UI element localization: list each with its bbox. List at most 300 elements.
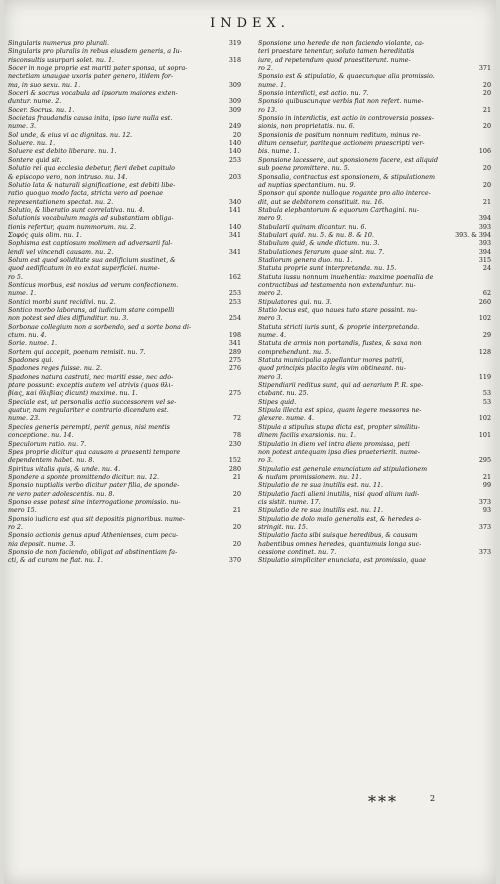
entry-text: iure, ad repetendum quod praestiterunt. nume- bbox=[258, 56, 411, 64]
index-entry bbox=[8, 340, 241, 348]
page-reference: 140 bbox=[228, 223, 241, 231]
entry-text: mero 2. bbox=[258, 290, 283, 298]
index-entry bbox=[8, 357, 241, 365]
entry-text: Sontere quid sit. bbox=[8, 156, 62, 164]
entry-text: lendi vel vincendi causam. nu. 2. bbox=[8, 248, 114, 256]
entry-line bbox=[258, 115, 491, 123]
entry-line bbox=[8, 466, 241, 474]
entry-text: Sponsor qui sponte nulloque rogante pro alio interce- bbox=[258, 190, 431, 198]
entry-text: Sorie. nume. 1. bbox=[8, 340, 58, 348]
entry-text: Statuta de armis non portandis, fustes, & saxa non bbox=[258, 340, 422, 348]
index-entry bbox=[8, 48, 241, 65]
page-reference: 29 bbox=[482, 332, 491, 340]
page-reference: 102 bbox=[478, 415, 491, 423]
page-reference: 280 bbox=[228, 465, 241, 473]
page-reference: 20 bbox=[482, 90, 491, 98]
page-reference: 21 bbox=[482, 473, 491, 481]
entry-text: contractibus ad testamenta non extenduntur. nu- bbox=[258, 281, 416, 289]
entry-line bbox=[8, 90, 241, 98]
entry-line bbox=[258, 274, 491, 282]
entry-line bbox=[258, 232, 491, 240]
entry-text: Spadones natura castrati, nec mariti esse, nec ado- bbox=[8, 373, 174, 381]
entry-line bbox=[8, 399, 241, 407]
entry-text: Soluere est debito liberare. nu. 1. bbox=[8, 148, 117, 156]
entry-text: Socer in noge proprie est mariti pater sponsa, ut sopra- bbox=[8, 65, 188, 73]
entry-text: ro 5. bbox=[8, 273, 23, 281]
index-entry bbox=[8, 182, 241, 207]
entry-line bbox=[258, 107, 491, 115]
index-entry bbox=[258, 90, 491, 98]
index-entry bbox=[258, 324, 491, 341]
entry-text: nume. 4. bbox=[258, 332, 287, 340]
entry-line bbox=[258, 324, 491, 332]
entry-text: Sponsio est & stipulatio, & quaecunque alia promissio. bbox=[258, 73, 435, 81]
index-entry bbox=[258, 491, 491, 508]
entry-line bbox=[8, 282, 241, 290]
page-reference: 253 bbox=[228, 298, 241, 306]
entry-text: Stadiorum genera duo. nu. 1. bbox=[258, 256, 353, 264]
entry-text: mero 15. bbox=[8, 507, 37, 515]
index-entry bbox=[258, 98, 491, 115]
entry-line bbox=[258, 249, 491, 257]
entry-line bbox=[8, 115, 241, 123]
index-entry bbox=[8, 107, 241, 115]
entry-text: Socer. Socrus. nu. 1. bbox=[8, 106, 75, 114]
entry-line bbox=[8, 215, 241, 223]
entry-line bbox=[258, 374, 491, 382]
entry-text: ro 13. bbox=[258, 106, 277, 114]
page-reference: 106 bbox=[478, 148, 491, 156]
entry-text: re vero pater adolescentis. nu. 8. bbox=[8, 490, 115, 498]
index-entry bbox=[258, 441, 491, 466]
entry-text: Stabularii quinam dicantur. nu. 6. bbox=[258, 223, 367, 231]
entry-text: Sortem qui accepit, poenam remisit. nu. 7. bbox=[8, 348, 146, 356]
index-entry bbox=[8, 157, 241, 165]
entry-text: nume. 1. bbox=[8, 290, 37, 298]
entry-line bbox=[258, 140, 491, 148]
entry-line bbox=[8, 457, 241, 465]
entry-line bbox=[8, 107, 241, 115]
index-page bbox=[4, 0, 496, 884]
index-entry bbox=[258, 174, 491, 191]
entry-text: Sponsione lacessere, aut sponsionem facere, est aliquid bbox=[258, 156, 439, 164]
entry-line bbox=[258, 299, 491, 307]
entry-text: Stabulari quid. nu. 5. & nu. 8. & 10. bbox=[258, 231, 374, 239]
entry-line bbox=[8, 98, 241, 106]
page-reference: 53 bbox=[482, 390, 491, 398]
index-entry bbox=[258, 307, 491, 324]
entry-line bbox=[8, 516, 241, 524]
page-reference: 53 bbox=[482, 398, 491, 406]
entry-text: Σοφός quis olim. nu. 1. bbox=[8, 231, 82, 239]
entry-line bbox=[8, 140, 241, 148]
entry-line bbox=[258, 48, 491, 56]
page-reference: 275 bbox=[228, 390, 241, 398]
entry-line bbox=[258, 65, 491, 73]
entry-line bbox=[8, 491, 241, 499]
entry-line bbox=[258, 90, 491, 98]
page-reference: 62 bbox=[482, 290, 491, 298]
page-reference: 72 bbox=[232, 415, 241, 423]
entry-line bbox=[8, 332, 241, 340]
page-reference: 119 bbox=[478, 373, 491, 381]
entry-line bbox=[258, 415, 491, 423]
entry-text: Sponsione uno herede de non faciendo violante, ca- bbox=[258, 40, 425, 47]
entry-text: Stabula elephantorum & equorum Carthagini. nu- bbox=[258, 206, 419, 214]
index-entry bbox=[258, 132, 491, 157]
page-reference: 309 bbox=[228, 98, 241, 106]
entry-text: conceptione. nu. 14. bbox=[8, 432, 74, 440]
entry-line bbox=[8, 324, 241, 332]
page-reference: 295 bbox=[478, 457, 491, 465]
index-entry bbox=[8, 140, 241, 148]
index-entry bbox=[8, 482, 241, 499]
page-reference: 275 bbox=[228, 357, 241, 365]
index-entry bbox=[258, 382, 491, 399]
index-entry bbox=[258, 40, 491, 73]
entry-line bbox=[8, 182, 241, 190]
index-entry bbox=[258, 249, 491, 257]
entry-text: cti, & ad curam ne fiat. nu. 1. bbox=[8, 557, 103, 565]
index-entry bbox=[8, 474, 241, 482]
entry-line bbox=[258, 40, 491, 48]
index-entry bbox=[8, 349, 241, 357]
entry-line bbox=[8, 474, 241, 482]
entry-line bbox=[258, 307, 491, 315]
entry-text: Sponsio de non faciendo, obligat ad abstinentiam fa- bbox=[8, 548, 178, 556]
entry-line bbox=[258, 541, 491, 549]
entry-line bbox=[8, 240, 241, 248]
page-reference: 276 bbox=[228, 365, 241, 373]
entry-line bbox=[258, 290, 491, 298]
page-reference: 140 bbox=[228, 148, 241, 156]
entry-line bbox=[8, 132, 241, 140]
entry-line bbox=[8, 432, 241, 440]
entry-text: nume. 23. bbox=[8, 415, 41, 423]
entry-text: Stipulatio simpliciter enunciata, est promissio, quae bbox=[258, 557, 426, 565]
entry-line bbox=[8, 374, 241, 382]
page-reference: 20 bbox=[232, 540, 241, 548]
entry-line bbox=[8, 148, 241, 156]
entry-line bbox=[258, 57, 491, 65]
index-entry bbox=[8, 532, 241, 549]
page-reference: 373 bbox=[478, 548, 491, 556]
entry-text: Stipulatio de dolo malo generalis est, & heredes a- bbox=[258, 515, 422, 523]
entry-line bbox=[258, 332, 491, 340]
entry-line bbox=[8, 365, 241, 373]
page-reference: 393 bbox=[478, 240, 491, 248]
page-reference: 21 bbox=[482, 198, 491, 206]
entry-line bbox=[258, 215, 491, 223]
page-reference: 102 bbox=[478, 315, 491, 323]
entry-text: risconsultis usurpari solet. nu. 1. bbox=[8, 56, 115, 64]
page-reference: 128 bbox=[478, 348, 491, 356]
page-reference: 370 bbox=[228, 557, 241, 565]
index-entry bbox=[8, 232, 241, 240]
entry-line bbox=[258, 257, 491, 265]
page-reference: 319 bbox=[228, 40, 241, 47]
entry-text: ro 3. bbox=[258, 457, 273, 465]
entry-line bbox=[8, 190, 241, 198]
entry-text: Stipulatio est generale enunciatum ad stipulationem bbox=[258, 465, 428, 473]
entry-line bbox=[8, 482, 241, 490]
entry-line bbox=[8, 557, 241, 565]
entry-text: mero 9. bbox=[258, 215, 283, 223]
index-entry bbox=[8, 549, 241, 566]
entry-text: Sontico morbo laborans, ad iudicium stare compelli bbox=[8, 307, 175, 314]
signature-mark: *** bbox=[368, 792, 398, 811]
entry-text: Statuta stricti iuris sunt, & proprie interpretanda. bbox=[258, 323, 420, 331]
page-reference: 99 bbox=[482, 482, 491, 490]
entry-text: Singularis pro pluralis in rebus eiusdem generis, a Iu- bbox=[8, 48, 182, 56]
entry-text: Stipulatio facta sibi suisque heredibus, & causam bbox=[258, 532, 418, 540]
page-reference: 309 bbox=[228, 81, 241, 89]
entry-text: Sponso esse potest sine interrogatione promissio. nu- bbox=[8, 498, 181, 506]
page-reference: 20 bbox=[232, 523, 241, 531]
index-entry bbox=[258, 466, 491, 483]
entry-text: Stipulatio de re sua inutilis est. nu. 11. bbox=[258, 507, 384, 515]
entry-line bbox=[258, 474, 491, 482]
entry-text: Stabulationes ferarum quae sint. nu. 7. bbox=[258, 248, 385, 256]
entry-line bbox=[8, 507, 241, 515]
entry-text: non potest antequam ipsa dies praeterierit. nume- bbox=[258, 448, 420, 456]
index-entry bbox=[258, 357, 491, 382]
page-reference: 230 bbox=[228, 440, 241, 448]
entry-text: Singularis numerus pro plurali. bbox=[8, 40, 110, 47]
entry-line bbox=[258, 98, 491, 106]
entry-line bbox=[8, 249, 241, 257]
entry-text: ctum. nu. 4. bbox=[8, 332, 47, 340]
entry-line bbox=[258, 174, 491, 182]
entry-line bbox=[8, 123, 241, 131]
entry-text: Spadones reges fuisse. nu. 2. bbox=[8, 365, 103, 373]
entry-line bbox=[8, 407, 241, 415]
page-reference: 198 bbox=[228, 332, 241, 340]
page-reference: 140 bbox=[228, 140, 241, 148]
entry-text: Stipulatio de re sua inutilis est. nu. 11. bbox=[258, 482, 384, 490]
entry-text: Statuta proprie sunt interpretanda. nu. 15. bbox=[258, 265, 397, 273]
entry-text: bis. nume. 1. bbox=[258, 148, 300, 156]
entry-text: Sol unde, & eius vi ac dignitas. nu. 12. bbox=[8, 131, 133, 139]
entry-text: & nudam promissionem. nu. 11. bbox=[258, 473, 362, 481]
entry-line bbox=[8, 257, 241, 265]
entry-line bbox=[258, 157, 491, 165]
page-reference: 21 bbox=[232, 507, 241, 515]
entry-line bbox=[258, 73, 491, 81]
index-entry bbox=[8, 399, 241, 424]
index-entry bbox=[8, 165, 241, 182]
page-reference: 20 bbox=[482, 181, 491, 189]
entry-text: Sponsalia, contractus est sponsionem, & stipulationem bbox=[258, 173, 435, 181]
entry-text: nectetiam unaugae uxoris pater genero, itidem for- bbox=[8, 73, 174, 81]
entry-text: ro 2. bbox=[258, 65, 273, 73]
entry-text: Sonticus morbus, est noxius ad verum confectionem. bbox=[8, 281, 179, 289]
entry-line bbox=[8, 390, 241, 398]
index-entry bbox=[258, 232, 491, 240]
entry-line bbox=[258, 399, 491, 407]
page-reference: 20 bbox=[232, 490, 241, 498]
entry-text: cis sistit. nume. 17. bbox=[258, 498, 321, 506]
index-entry bbox=[258, 265, 491, 273]
index-entry bbox=[8, 299, 241, 307]
entry-text: ma, in suo sexu. nu. 1. bbox=[8, 81, 81, 89]
page-reference: 340 bbox=[228, 198, 241, 206]
right-column bbox=[258, 40, 491, 566]
entry-line bbox=[258, 165, 491, 173]
index-entry bbox=[8, 90, 241, 107]
entry-line bbox=[8, 524, 241, 532]
page-reference: 373 bbox=[478, 523, 491, 531]
index-entry bbox=[8, 516, 241, 533]
page-reference: 371 bbox=[478, 65, 491, 73]
entry-text: representationem spectat. nu. 2. bbox=[8, 198, 114, 206]
entry-line bbox=[8, 82, 241, 90]
entry-line bbox=[258, 182, 491, 190]
entry-line bbox=[258, 457, 491, 465]
entry-line bbox=[8, 499, 241, 507]
entry-line bbox=[258, 441, 491, 449]
index-entry bbox=[258, 299, 491, 307]
entry-line bbox=[8, 40, 241, 48]
index-entry bbox=[8, 449, 241, 466]
entry-text: Stipulatio facti alieni inutilis, nisi quod alium iudi- bbox=[258, 490, 420, 498]
page-reference: 260 bbox=[478, 298, 491, 306]
entry-line bbox=[8, 415, 241, 423]
page-reference: 162 bbox=[228, 273, 241, 281]
entry-line bbox=[258, 207, 491, 215]
entry-line bbox=[258, 365, 491, 373]
index-entry bbox=[8, 240, 241, 257]
entry-text: Statuta iussu nonnum inuehentia: maxime poenalia de bbox=[258, 273, 434, 281]
entry-line bbox=[258, 123, 491, 131]
entry-text: sionis, non proprietatis. nu. 6. bbox=[258, 123, 355, 131]
entry-text: Sponsio quibuscunque verbis fiat non refert. nume- bbox=[258, 98, 424, 106]
entry-text: habentibus omnes heredes, quantumuis longa suc- bbox=[258, 540, 422, 548]
entry-line bbox=[8, 157, 241, 165]
entry-text: Stipula illecta est spica, quam legere messores ne- bbox=[258, 407, 422, 415]
entry-text: Spondere a sponte promittendo dicitur. nu. 12. bbox=[8, 473, 160, 481]
page-reference: 152 bbox=[228, 457, 241, 465]
index-entry bbox=[8, 424, 241, 441]
page-reference: 21 bbox=[482, 106, 491, 114]
page-reference: 315 bbox=[478, 256, 491, 264]
entry-text: Solutio lata & naturali significatione, est debiti libe- bbox=[8, 181, 176, 189]
page-reference: 394 bbox=[478, 248, 491, 256]
entry-line bbox=[8, 199, 241, 207]
entry-line bbox=[8, 165, 241, 173]
page-reference: 254 bbox=[228, 315, 241, 323]
entry-line bbox=[258, 224, 491, 232]
page-reference: 289 bbox=[228, 348, 241, 356]
entry-line bbox=[8, 424, 241, 432]
entry-text: Sponsio actionis genus apud Athenienses, cum pecu- bbox=[8, 532, 179, 540]
entry-line bbox=[8, 549, 241, 557]
index-entry bbox=[258, 557, 491, 565]
entry-line bbox=[8, 290, 241, 298]
index-entry bbox=[258, 340, 491, 357]
page-reference: 341 bbox=[228, 248, 241, 256]
entry-text: Solutio rei qua ecclesia debetur, fieri debet capitulo bbox=[8, 165, 175, 173]
entry-text: comprehendunt. nu. 5. bbox=[258, 348, 332, 356]
entry-text: Sponsio interdicti, est actio. nu. 7. bbox=[258, 90, 369, 98]
page-reference: 20 bbox=[232, 131, 241, 139]
entry-line bbox=[8, 73, 241, 81]
page-reference: 393 bbox=[478, 223, 491, 231]
entry-line bbox=[8, 541, 241, 549]
entry-text: cessione continet. nu. 7. bbox=[258, 548, 337, 556]
entry-line bbox=[8, 265, 241, 273]
entry-text: quod principis placito legis vim obtineant. nu- bbox=[258, 365, 406, 373]
left-column bbox=[8, 40, 241, 566]
entry-line bbox=[258, 390, 491, 398]
entry-text: Stipes quid. bbox=[258, 398, 297, 406]
entry-text: dependentem habet. nu. 8. bbox=[8, 457, 95, 465]
page-reference: 318 bbox=[228, 56, 241, 64]
entry-text: Soceri & socrus vocabula ad ipsorum maiores exten- bbox=[8, 90, 178, 98]
page-reference: 253 bbox=[228, 156, 241, 164]
entry-line bbox=[258, 424, 491, 432]
entry-text: mero 3. bbox=[258, 373, 283, 381]
page-reference: 24 bbox=[482, 265, 491, 273]
entry-text: βίας, καὶ θλιβίας dicunt) maxime. nu. 1. bbox=[8, 390, 138, 398]
entry-text: Sophisma est captiosum molimen ad adversarii fal- bbox=[8, 240, 173, 248]
index-entry bbox=[258, 399, 491, 407]
entry-text: nume. 1. bbox=[258, 81, 287, 89]
entry-line bbox=[8, 65, 241, 73]
page-reference: 93 bbox=[482, 507, 491, 515]
index-entry bbox=[258, 274, 491, 299]
page-title: INDEX. bbox=[210, 16, 290, 31]
entry-text: Species generis perempti, perit genus, nisi mentis bbox=[8, 423, 170, 431]
entry-line bbox=[258, 82, 491, 90]
entry-line bbox=[258, 499, 491, 507]
entry-text: nia deposit. nume. 3. bbox=[8, 540, 76, 548]
index-entry bbox=[8, 499, 241, 516]
entry-line bbox=[258, 148, 491, 156]
entry-line bbox=[258, 199, 491, 207]
index-entry bbox=[258, 240, 491, 248]
index-entry bbox=[8, 307, 241, 324]
entry-line bbox=[8, 307, 241, 315]
page-reference: 393. & 394 bbox=[455, 231, 491, 239]
entry-text: ptare possunt: exceptis autem vel atrivis (quos θλι- bbox=[8, 382, 174, 390]
entry-text: teri praestare tenentur, soluto tamen hereditatis bbox=[258, 48, 415, 56]
entry-line bbox=[258, 482, 491, 490]
entry-text: Solutio, & liberatio sunt correlativa. nu. 4. bbox=[8, 206, 145, 214]
index-entry bbox=[258, 482, 491, 490]
page-reference: 373 bbox=[478, 498, 491, 506]
entry-text: stringit. nu. 15. bbox=[258, 523, 308, 531]
index-entry bbox=[258, 407, 491, 424]
page-reference: 21 bbox=[232, 473, 241, 481]
entry-line bbox=[258, 407, 491, 415]
index-entry bbox=[8, 207, 241, 215]
index-entry bbox=[258, 224, 491, 232]
page-reference: 101 bbox=[478, 432, 491, 440]
page-reference: 141 bbox=[228, 206, 241, 214]
index-entry bbox=[8, 441, 241, 449]
index-entry bbox=[258, 157, 491, 174]
entry-line bbox=[8, 174, 241, 182]
index-entry bbox=[258, 532, 491, 557]
entry-line bbox=[258, 190, 491, 198]
index-entry bbox=[8, 148, 241, 156]
entry-text: Stipulatio in diem vel intra diem promissa, peti bbox=[258, 440, 410, 448]
entry-text: ctabant. nu. 25. bbox=[258, 390, 309, 398]
entry-text: glexere. nume. 4. bbox=[258, 415, 315, 423]
entry-text: Sorbonae collegium non a sorbendo, sed a sorte bona di- bbox=[8, 323, 192, 331]
page-reference: 20 bbox=[482, 123, 491, 131]
